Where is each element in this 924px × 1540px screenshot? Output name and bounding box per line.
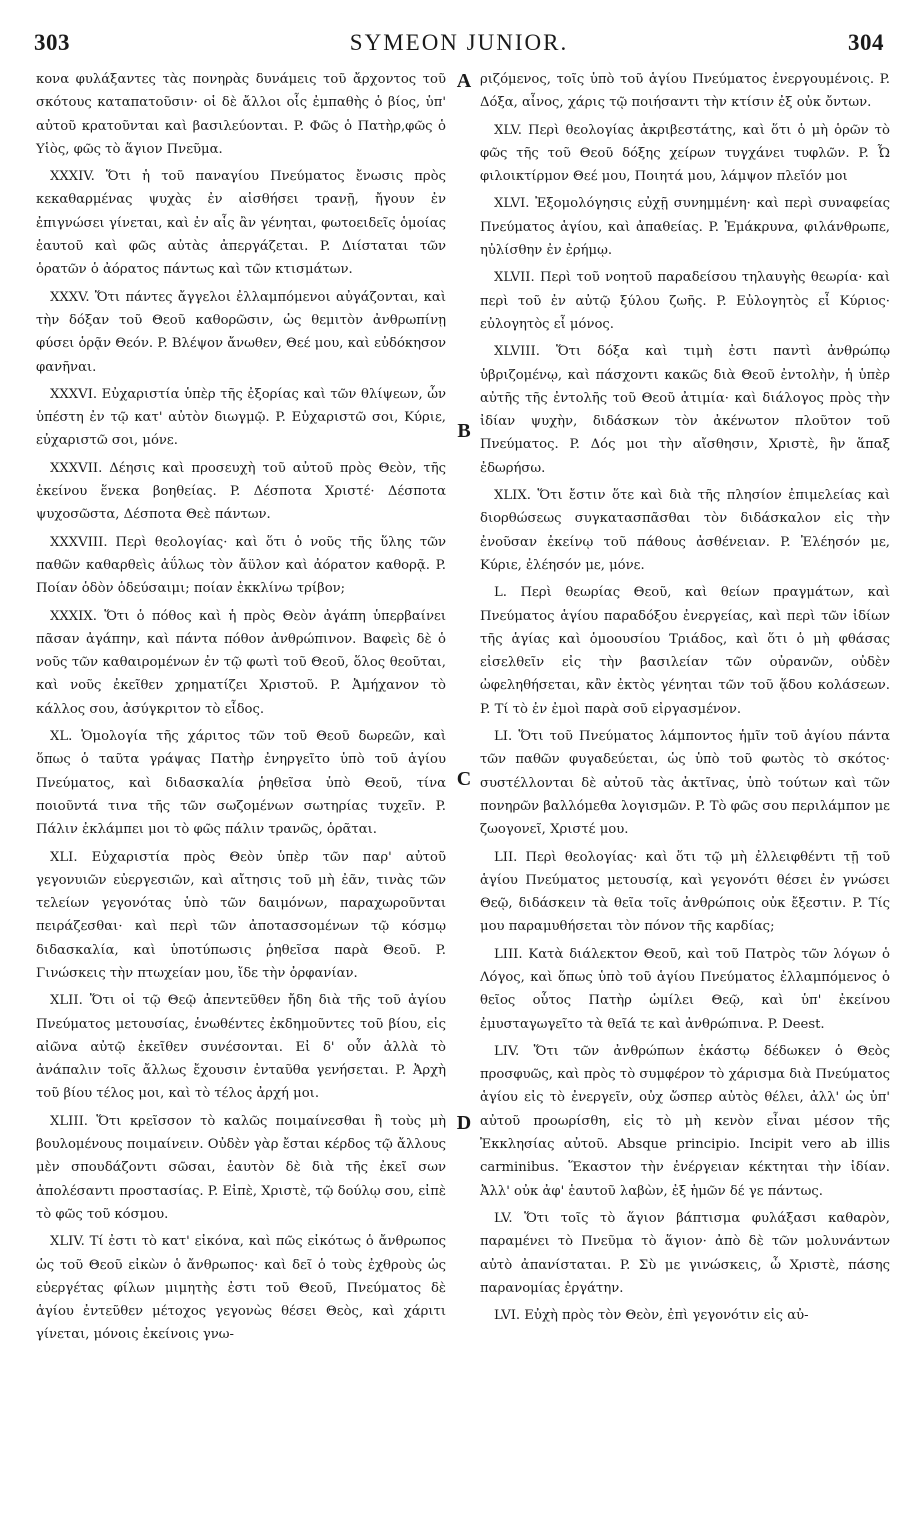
left-paragraph: XXXVI. Εὐχαριστία ὑπὲρ τῆς ἐξορίας καὶ τῶν θλίψεων, ὧν ὑπέστη ἐν τῷ κατ' αὐτὸν διωγμῷ. P. Εὐχαριστῶ σοι, Κύριε, εὐχαριστῶ σοι, μόνε. [36,386,446,449]
right-paragraph: ριζόμενος, τοῖς ὑπὸ τοῦ ἁγίου Πνεύματος ἐνεργουμένοις. P. Δόξα, αἶνος, χάρις τῷ ποιήσαντι τὴν κτίσιν ἐξ οὐκ ὄντων. [480,72,890,111]
right-paragraph: LIV. Ὅτι τῶν ἀνθρώπων ἑκάστῳ δέδωκεν ὁ Θεὸς προσφυῶς, καὶ πρὸς τὸ συμφέρον τὸ χάρισμα διὰ Πνεύματος ἁγίου εἰς τὸ ἐνεργεῖν, οὐχ ὥσπερ αὐτὸς θέλει, ἀλλ' ὡς ὑπ' αὐτοῦ προωρίσθη, εἰς τὸ μὴ κενὸν εἶναι μέσον τῆς Ἐκκλησίας αὐτοῦ. Absque principio. Incipit vero ab illis carminibus. Ἕκαστον τὴν ἐνέργειαν κέκτηται τὴν ἰδίαν. Ἀλλ' οὐκ ἀφ' ἑαυτοῦ λαβὼν, ἐξ ἡμῶν δέ γε πάντως. [480,1043,890,1199]
left-paragraph: XL. Ὁμολογία τῆς χάριτος τῶν τοῦ Θεοῦ δωρεῶν, καὶ ὅπως ὁ ταῦτα γράψας Πατὴρ ἐνηργεῖτο ὑπὸ τοῦ ἁγίου Πνεύματος, καὶ διδασκαλία ῥηθεῖσα ὑπὸ Θεοῦ, τίνα ποιοῦντά τινα τῆς τῶν σωζομένων σωτηρίας τυχεῖν. P. Πάλιν ἐκλάμπει μοι τὸ φῶς πάλιν τρανῶς, ὁρᾶται. [36,729,446,838]
margin-mark-d: D [456,1112,472,1134]
left-column [36,68,446,1351]
left-paragraph: XXXIV. Ὅτι ἡ τοῦ παναγίου Πνεύματος ἔνωσις πρὸς κεκαθαρμένας ψυχὰς ἐν αἰσθήσει τρανῇ, ἤγουν ἐν ἐπιγνώσει γίνεται, καὶ ἐν αἷς ἂν γένηται, φωτοειδεῖς ὁμοίας ἑαυτοῦ καὶ φῶς αὐτὰς ἀπεργάζεται. P. Διίσταται τῶν ὁρατῶν ὁ ἀόρατος πάντως καὶ τῶν κτισμάτων. [36,169,446,278]
page-number-right: 304 [848,30,884,55]
left-paragraph: κονα φυλάξαντες τὰς πονηρὰς δυνάμεις τοῦ ἄρχοντος τοῦ σκότους καταπατοῦσιν· οἱ δὲ ἄλλοι οἷς ἐμπαθὴς ὁ βίος, ὑπ' αὐτοῦ κρατοῦνται καὶ βασιλεύονται. P. Φῶς ὁ Πατὴρ,φῶς ὁ Υἱὸς, φῶς τὸ ἅγιον Πνεῦμα. [36,72,446,157]
right-paragraph: XLVI. Ἐξομολόγησις εὐχῇ συνημμένη· καὶ περὶ συναφείας Πνεύματος ἁγίου, καὶ ἀπαθείας. P. Ἐμάκρυνα, φιλάνθρωπε, ηὐλίσθην ἐν ἐρήμῳ. [480,196,890,259]
margin-mark-b: B [457,420,471,442]
left-paragraph: XLI. Εὐχαριστία πρὸς Θεὸν ὑπὲρ τῶν παρ' αὐτοῦ γεγονυιῶν εὐεργεσιῶν, καὶ αἴτησις τοῦ μὴ ἐᾶν, τινὰς τῶν τελείων γεγονότας ὑπὸ τῶν δαιμόνων, παραχωροῦνται πειράζεσθαι· καὶ περὶ τῶν ἀποτασσομένων τῷ κόσμῳ διδασκαλία, καὶ ὑποτύπωσις ῥηθεῖσα παρὰ Θεοῦ. P. Γινώσκεις τὴν πτωχείαν μου, ἴδε τὴν ὀρφανίαν. [36,849,446,981]
right-paragraph: LII. Περὶ θεολογίας· καὶ ὅτι τῷ μὴ ἐλλειφθέντι τῇ τοῦ ἁγίου Πνεύματος μετουσίᾳ, καὶ γεγονότι θέσει ἐν γνώσει Θεῷ, διδάσκειν τὰ θεῖα τοῖς ἀνθρώποις οὐκ ἔξεστιν. P. Τίς μου παραμυθήσεται τὸν πόνον τῆς καρδίας; [480,849,890,935]
running-title: SYMEON JUNIOR. [349,30,569,55]
right-paragraph: LV. Ὅτι τοῖς τὸ ἅγιον βάπτισμα φυλάξασι καθαρὸν, παραμένει τὸ Πνεῦμα τὸ ἅγιον· ἀπὸ δὲ τῶν μολυνάντων αὐτὸ ἀπανίσταται. P. Σὺ με γινώσκεις, ὦ Χριστὲ, πάσης παρανομίας ἐργάτην. [480,1210,890,1296]
page-header [34,30,884,60]
margin-mark-a: A [456,70,472,92]
left-paragraph: XLIII. Ὅτι κρεῖσσον τὸ καλῶς ποιμαίνεσθαι ἢ τοὺς μὴ βουλομένους ποιμαίνειν. Οὐδὲν γὰρ ἔσται κέρδος τῷ ἄλλους μὲν σπουδάζοντι σῶσαι, ἑαυτὸν δὲ διὰ τῆς ἐκεῖ σων ἀπολέσαντι προστασίας. P. Εἰπὲ, Χριστὲ, τῷ δούλῳ σου, εἰπὲ τὸ φῶς τοῦ κόσμου. [36,1113,446,1222]
right-paragraph: XLV. Περὶ θεολογίας ἀκριβεστάτης, καὶ ὅτι ὁ μὴ ὁρῶν τὸ φῶς τῆς τοῦ Θεοῦ δόξης χείρων τυγχάνει τυφλῶν. P. Ὦ φιλοικτίρμον Θεέ μου, Ποιητά μου, λάμψον πλεῖόν μοι [480,122,890,185]
right-paragraph: LIII. Κατὰ διάλεκτον Θεοῦ, καὶ τοῦ Πατρὸς τῶν λόγων ὁ Λόγος, καὶ ὅπως ὑπὸ τοῦ ἁγίου Πνεύματος ἐλλαμπόμενος ὁ θεῖος οὗτος Πατὴρ ὡμίλει Θεῷ, καὶ ὑπ' ἐκείνου ἐμυσταγωγεῖτο τὰ θεῖά τε καὶ ἀνθρώπινα. P. Deest. [480,946,890,1032]
left-paragraph: XXXIX. Ὅτι ὁ πόθος καὶ ἡ πρὸς Θεὸν ἀγάπη ὑπερβαίνει πᾶσαν ἀγάπην, καὶ πάντα πόθον ἀνθρώπινον. Βαφεὶς δὲ ὁ νοῦς τῶν καθαιρομένων ἐν τῷ φωτὶ τοῦ Θεοῦ, ὅλος θεοῦται, καὶ νοῦς ἐκεῖθεν χρηματίζει Χριστοῦ. P. Ἀμήχανον τὸ κάλλος σου, ἀσύγκριτον τὸ εἶδος. [36,608,446,717]
page-number-left: 303 [34,30,70,55]
right-paragraph: XLIX. Ὅτι ἔστιν ὅτε καὶ διὰ τῆς πλησίον ἐπιμελείας καὶ διορθώσεως συγκατασπᾶσθαι τὸν διδάσκαλον εἰς τὴν ἐνοῦσαν ἐκείνῳ τοῦ πάθους ἀσθένειαν. P. Ἐλέησόν με, Κύριε, ἐλέησόν με, μόνε. [480,488,890,573]
right-paragraph: LI. Ὅτι τοῦ Πνεύματος λάμποντος ἡμῖν τοῦ ἁγίου πάντα τῶν παθῶν φυγαδεύεται, ὡς ὑπὸ τοῦ φωτὸς τὸ σκότος· συστέλλονται δὲ αὐτοῦ τὰς ἀκτῖνας, ὑπὸ τούτων καὶ τῶν πονηρῶν βαλλόμεθα λογισμῶν. P. Τὸ φῶς σου περιλάμπον με ζωογονεῖ, Χριστέ μου. [480,729,890,838]
left-paragraph: XXXV. Ὅτι πάντες ἄγγελοι ἐλλαμπόμενοι αὐγάζονται, καὶ τὴν δόξαν τοῦ Θεοῦ καθορῶσιν, ὡς θεμιτὸν ἀνθρωπίνῃ φύσει ὁρᾷν Θεόν. P. Βλέψον ἄνωθεν, Θεέ μου, καὶ εὐδόκησον φανῆναι. [36,289,446,375]
left-paragraph: XXXVIII. Περὶ θεολογίας· καὶ ὅτι ὁ νοῦς τῆς ὕλης τῶν παθῶν καθαρθεὶς ἀΰλως τὸν ἄϋλον καὶ ἀόρατον καθορᾷ. P. Ποίαν ὁδὸν ὁδεύσαιμι; ποίαν ἐκκλίνω τρίβον; [36,534,446,597]
left-paragraph: XXXVII. Δέησις καὶ προσευχὴ τοῦ αὐτοῦ πρὸς Θεὸν, τῆς ἐκείνου ἕνεκα βοηθείας. P. Δέσποτα Χριστέ· Δέσποτα ψυχοσῶστα, Δέσποτα Θεὲ πάντων. [36,460,446,523]
left-paragraph: XLIV. Τί ἐστι τὸ κατ' εἰκόνα, καὶ πῶς εἰκότως ὁ ἄνθρωπος ὡς τοῦ Θεοῦ εἰκὼν ὁ ἄνθρωπος· καὶ δεῖ ὁ τοὺς ἐχθροὺς ὡς εὐεργέτας φίλων μιμητὴς ἐστι τοῦ Θεοῦ, Πνεύματος δὲ ἁγίου ἐντεῦθεν μέτοχος γεγονὼς θέσει Θεὸς, καὶ χάριτι γίνεται, μόνοις ἐκείνοις γνω- [36,1234,446,1343]
right-paragraph: L. Περὶ θεωρίας Θεοῦ, καὶ θείων πραγμάτων, καὶ Πνεύματος ἁγίου παραδόξου ἐνεργείας, καὶ περὶ τῶν ἰδίων τῆς ἁγίας καὶ ὁμοουσίου Τριάδος, καὶ ὅτι ὁ μὴ φθάσας εἰσελθεῖν εἰς τὴν βασιλείαν τῶν οὐρανῶν, οὐδὲν ὠφεληθήσεται, κἂν ἐκτὸς γένηται τῶν τοῦ ᾅδου κολάσεων. P. Τί τὸ ἐν ἐμοὶ παρὰ σοῦ εἰργασμένον. [480,585,890,717]
right-column [480,68,890,1331]
right-paragraph: XLVIII. Ὅτι δόξα καὶ τιμὴ ἐστι παντὶ ἀνθρώπῳ ὑβριζομένῳ, καὶ πάσχοντι κακῶς διὰ Θεοῦ ἐντολὴν, ἡ ὑπὲρ αὐτῆς τῆς ἐντολῆς τοῦ Θεοῦ ἀτιμία· καὶ διάλογος πρὸς τὴν ἰδίαν ψυχὴν, διδάσκων τὸν ἀκένωτον πλοῦτον τοῦ Πνεύματος. P. Δός μοι τὴν αἴσθησιν, Χριστὲ, ἣν ἅπαξ ἐδωρήσω. [480,344,890,476]
right-paragraph: XLVII. Περὶ τοῦ νοητοῦ παραδείσου τηλαυγὴς θεωρία· καὶ περὶ τοῦ ἐν αὐτῷ ξύλου ζωῆς. P. Εὐλογητὸς εἶ Κύριος· εὐλογητὸς εἶ μόνος. [480,270,890,332]
left-paragraph: XLII. Ὅτι οἱ τῷ Θεῷ ἀπεντεῦθεν ἤδη διὰ τῆς τοῦ ἁγίου Πνεύματος μετουσίας, ἑνωθέντες ἐκδημοῦντες τοῦ βίου, εἰς αἰῶνα αὐτῷ ἐκεῖθεν συνέσονται. Εἰ δ' οὖν ἀλλὰ τὸ ἀνάπαλιν τοῖς ἄλλως ἔχουσιν ἐνταῦθα γενήσεται. P. Ἀρχὴ τοῦ βίου τέλος μοι, καὶ τὸ τέλος ἀρχή μοι. [36,993,446,1102]
right-paragraph: LVI. Εὐχὴ πρὸς τὸν Θεὸν, ἐπὶ γεγονότιν εἰς αὐ- [494,1308,809,1324]
margin-mark-c: C [456,768,472,790]
